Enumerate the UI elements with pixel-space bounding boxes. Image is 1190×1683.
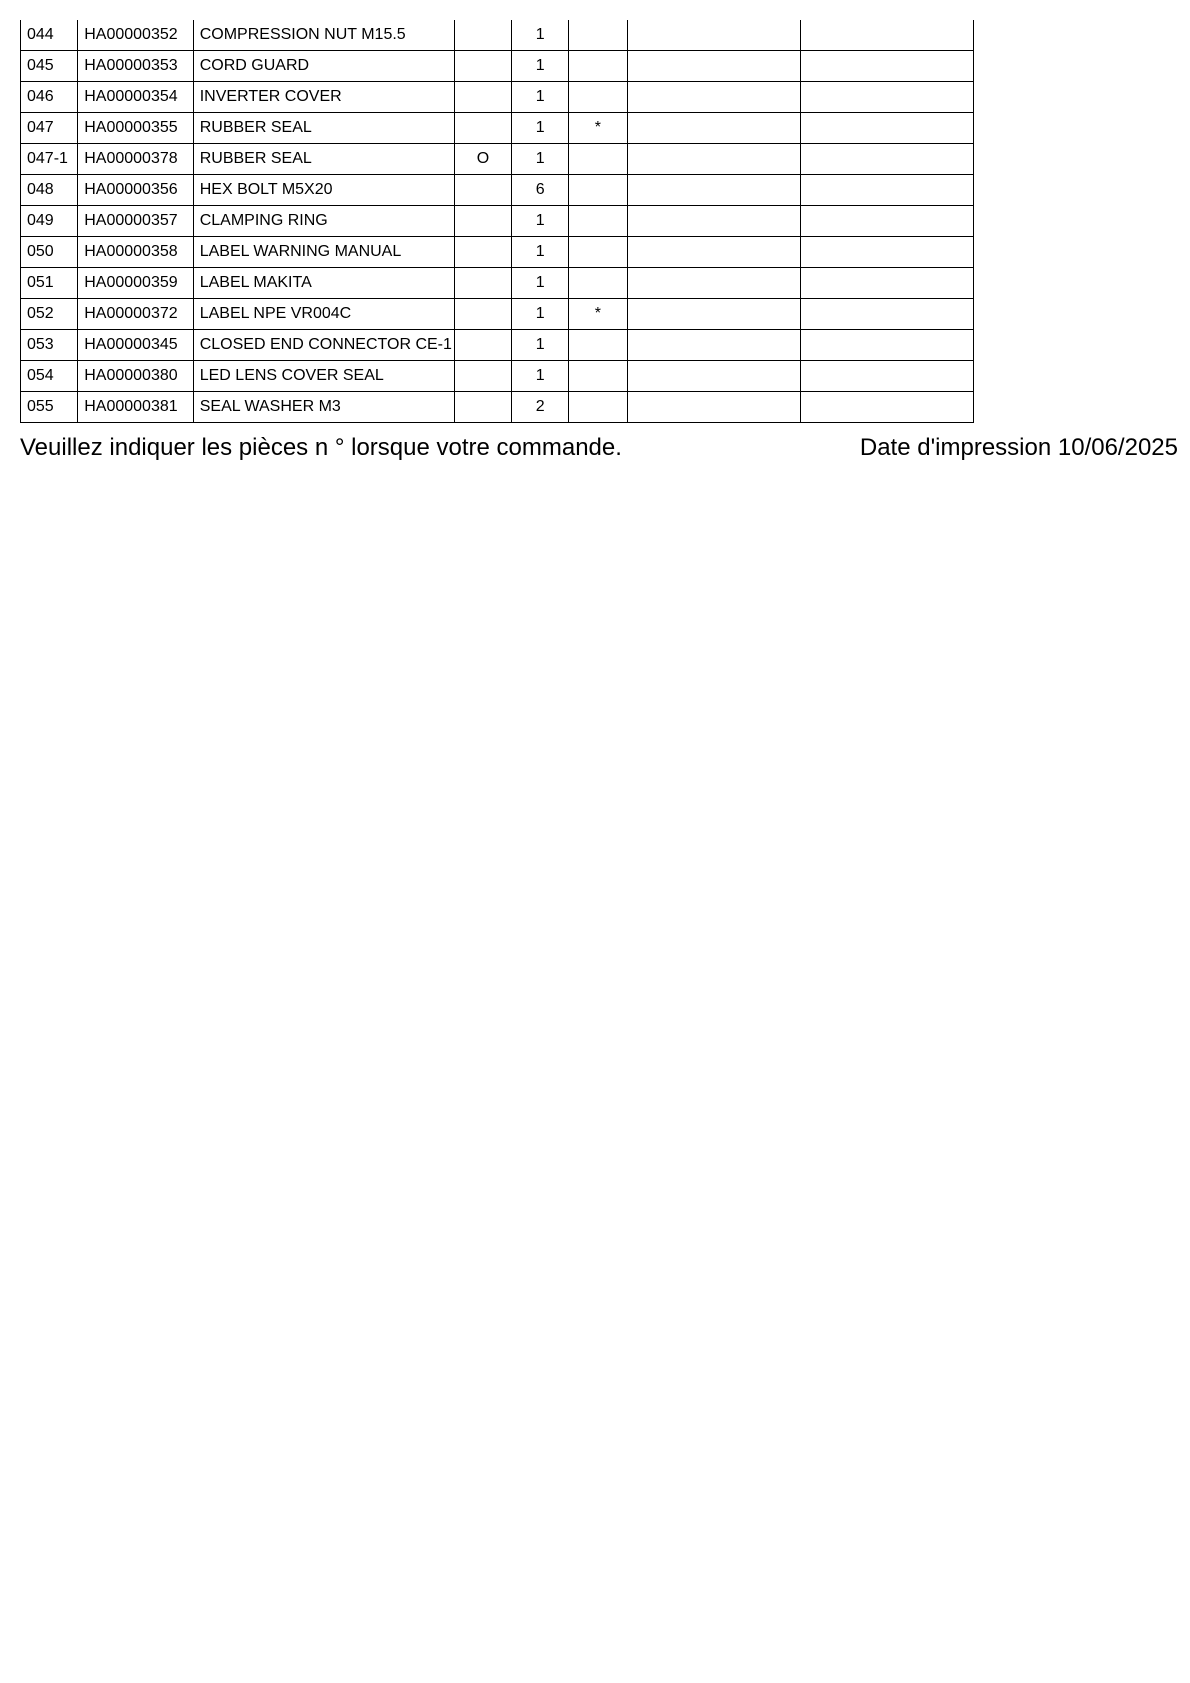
part-quantity: 1: [512, 82, 569, 113]
part-code: HA00000345: [78, 330, 193, 361]
empty-cell: [627, 206, 801, 237]
part-option: [454, 361, 511, 392]
part-note: [569, 268, 627, 299]
part-quantity: 1: [512, 113, 569, 144]
part-code: HA00000380: [78, 361, 193, 392]
part-number: 054: [21, 361, 78, 392]
order-instruction: Veuillez indiquer les pièces n ° lorsque votre commande.: [20, 434, 622, 461]
part-number: 051: [21, 268, 78, 299]
table-row: [21, 330, 974, 361]
part-note: [569, 20, 627, 51]
part-description: LED LENS COVER SEAL: [193, 361, 454, 392]
empty-cell: [801, 113, 974, 144]
empty-cell: [627, 175, 801, 206]
part-note: [569, 144, 627, 175]
part-quantity: 1: [512, 330, 569, 361]
empty-cell: [627, 144, 801, 175]
part-description: CLOSED END CONNECTOR CE-1: [193, 330, 454, 361]
table-row: [21, 299, 974, 330]
part-number: 047: [21, 113, 78, 144]
part-option: O: [454, 144, 511, 175]
part-note: [569, 51, 627, 82]
part-code: HA00000378: [78, 144, 193, 175]
empty-cell: [801, 299, 974, 330]
part-number: 049: [21, 206, 78, 237]
empty-cell: [627, 237, 801, 268]
part-code: HA00000372: [78, 299, 193, 330]
empty-cell: [627, 113, 801, 144]
part-note: [569, 82, 627, 113]
part-description: INVERTER COVER: [193, 82, 454, 113]
part-quantity: 6: [512, 175, 569, 206]
empty-cell: [801, 51, 974, 82]
part-option: [454, 392, 511, 423]
empty-cell: [801, 82, 974, 113]
empty-cell: [801, 361, 974, 392]
part-number: 045: [21, 51, 78, 82]
empty-cell: [801, 330, 974, 361]
part-description: HEX BOLT M5X20: [193, 175, 454, 206]
part-note: [569, 361, 627, 392]
empty-cell: [627, 330, 801, 361]
part-description: RUBBER SEAL: [193, 113, 454, 144]
empty-cell: [627, 268, 801, 299]
part-note: [569, 206, 627, 237]
part-quantity: 1: [512, 20, 569, 51]
table-row: [21, 20, 974, 51]
part-quantity: 1: [512, 299, 569, 330]
part-note: [569, 237, 627, 268]
part-number: 046: [21, 82, 78, 113]
part-code: HA00000357: [78, 206, 193, 237]
part-code: HA00000352: [78, 20, 193, 51]
table-row: [21, 237, 974, 268]
table-row: [21, 51, 974, 82]
part-option: [454, 51, 511, 82]
empty-cell: [801, 237, 974, 268]
part-quantity: 1: [512, 268, 569, 299]
empty-cell: [801, 392, 974, 423]
empty-cell: [801, 175, 974, 206]
empty-cell: [801, 20, 974, 51]
part-number: 052: [21, 299, 78, 330]
table-row: [21, 392, 974, 423]
part-note: [569, 330, 627, 361]
part-option: [454, 237, 511, 268]
empty-cell: [627, 392, 801, 423]
table-row: [21, 206, 974, 237]
part-option: [454, 20, 511, 51]
empty-cell: [801, 144, 974, 175]
part-description: LABEL MAKITA: [193, 268, 454, 299]
part-description: CLAMPING RING: [193, 206, 454, 237]
parts-table: [20, 20, 974, 423]
part-code: HA00000354: [78, 82, 193, 113]
empty-cell: [627, 361, 801, 392]
empty-cell: [627, 20, 801, 51]
part-number: 044: [21, 20, 78, 51]
part-description: LABEL NPE VR004C: [193, 299, 454, 330]
print-date: Date d'impression 10/06/2025: [859, 434, 1178, 461]
part-code: HA00000356: [78, 175, 193, 206]
part-option: [454, 82, 511, 113]
part-number: 048: [21, 175, 78, 206]
part-code: HA00000381: [78, 392, 193, 423]
part-description: SEAL WASHER M3: [193, 392, 454, 423]
part-option: [454, 206, 511, 237]
part-option: [454, 299, 511, 330]
part-number: 050: [21, 237, 78, 268]
table-row: [21, 361, 974, 392]
part-quantity: 1: [512, 206, 569, 237]
part-option: [454, 330, 511, 361]
empty-cell: [627, 82, 801, 113]
part-option: [454, 113, 511, 144]
empty-cell: [627, 51, 801, 82]
part-description: CORD GUARD: [193, 51, 454, 82]
part-code: HA00000353: [78, 51, 193, 82]
empty-cell: [801, 206, 974, 237]
part-number: 053: [21, 330, 78, 361]
part-code: HA00000359: [78, 268, 193, 299]
table-row: [21, 144, 974, 175]
part-quantity: 1: [512, 51, 569, 82]
part-note: [569, 392, 627, 423]
part-number: 047-1: [21, 144, 78, 175]
part-description: RUBBER SEAL: [193, 144, 454, 175]
table-row: [21, 268, 974, 299]
part-code: HA00000358: [78, 237, 193, 268]
table-row: [21, 82, 974, 113]
part-option: [454, 268, 511, 299]
table-row: [21, 175, 974, 206]
empty-cell: [801, 268, 974, 299]
part-note: [569, 175, 627, 206]
part-quantity: 1: [512, 237, 569, 268]
part-description: COMPRESSION NUT M15.5: [193, 20, 454, 51]
part-note: *: [569, 113, 627, 144]
part-description: LABEL WARNING MANUAL: [193, 237, 454, 268]
part-code: HA00000355: [78, 113, 193, 144]
part-quantity: 1: [512, 361, 569, 392]
table-row: [21, 113, 974, 144]
part-number: 055: [21, 392, 78, 423]
part-quantity: 1: [512, 144, 569, 175]
part-note: *: [569, 299, 627, 330]
part-option: [454, 175, 511, 206]
part-quantity: 2: [512, 392, 569, 423]
empty-cell: [627, 299, 801, 330]
